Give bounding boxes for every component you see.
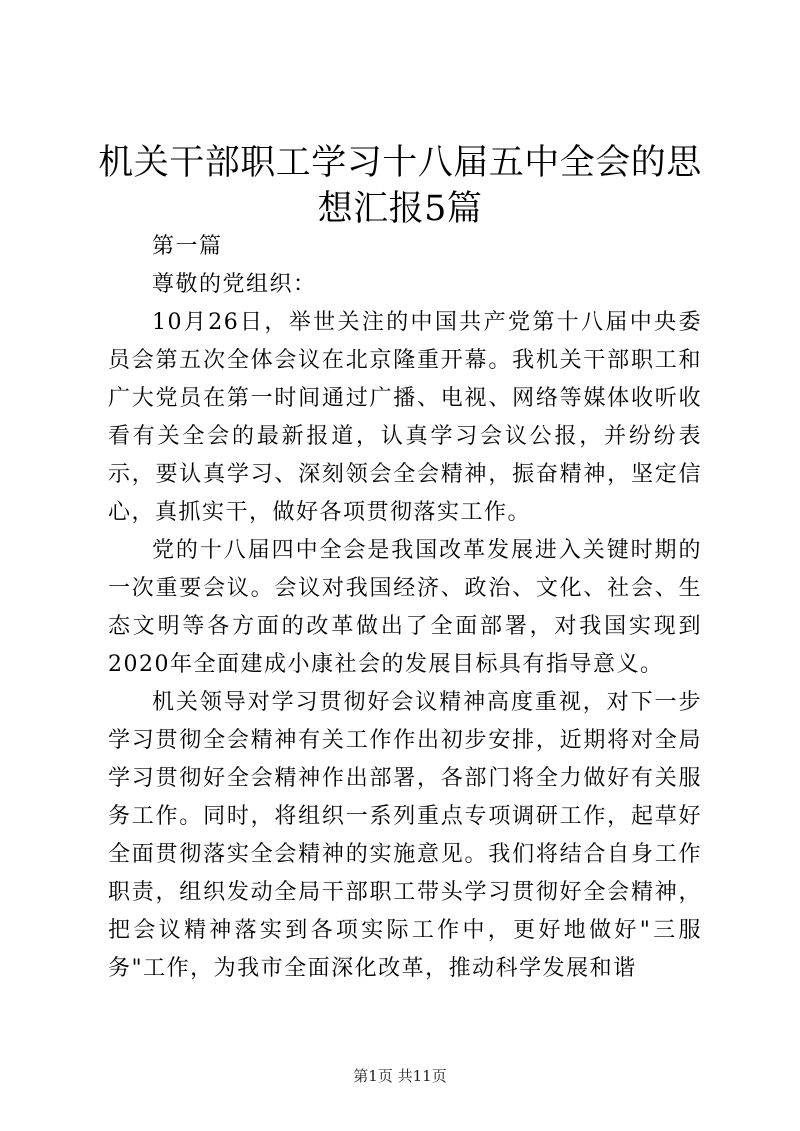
document-body [108, 228, 702, 988]
body-paragraph-3: 机关领导对学习贯彻好会议精神高度重视，对下一步学习贯彻全会精神有关工作作出初步安排，近期将对全局学习贯彻好全会精神作出部署，各部门将全力做好有关服务工作。同时，将组织一系列重点专项调研工作，起草好全面贯彻落实全会精神的实施意见。我们将结合自身工作职责，组织发动全局干部职工带头学习贯彻好全会精神，把会议精神落实到各项实际工作中，更好地做好"三服务"工作，为我市全面深化改革，推动科学发展和谐 [108, 690, 702, 981]
salutation: 尊敬的党组织： [152, 272, 317, 297]
body-paragraph-2: 党的十八届四中全会是我国改革发展进入关键时期的一次重要会议。会议对我国经济、政治、文化、社会、生态文明等各方面的改革做出了全面部署，对我国实现到2020年全面建成小康社会的发展目标具有指导意义。 [108, 538, 702, 677]
section-heading: 第一篇 [152, 234, 223, 259]
document-title: 机关干部职工学习十八届五中全会的思想汇报5篇 [98, 143, 702, 229]
page-number: 第1页 共11页 [353, 1067, 447, 1085]
body-paragraph-1: 10月26日，举世关注的中国共产党第十八届中央委员会第五次全体会议在北京隆重开幕。我机关干部职工和广大党员在第一时间通过广播、电视、网络等媒体收听收看有关全会的最新报道，认真学习会议公报，并纷纷表示，要认真学习、深刻领会全会精神，振奋精神，坚定信心，真抓实干，做好各项贯彻落实工作。 [108, 310, 702, 525]
page-footer [0, 1066, 800, 1086]
